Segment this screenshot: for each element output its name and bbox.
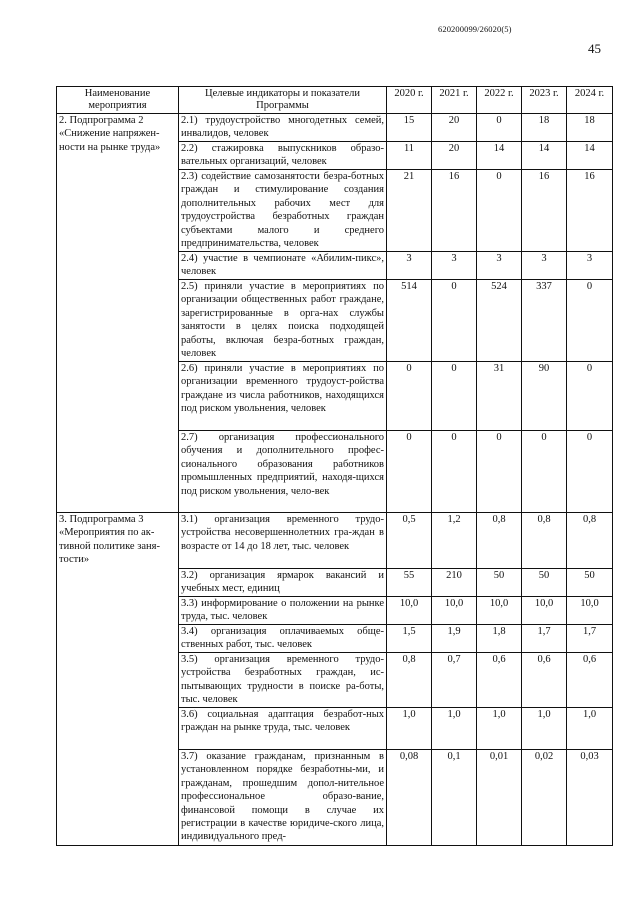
header-indicators: Целевые индикаторы и показатели Программы (179, 87, 387, 114)
value-cell: 1,0 (522, 708, 567, 750)
page-number: 45 (588, 41, 601, 56)
value-cell: 14 (522, 142, 567, 170)
value-cell: 0 (432, 362, 477, 431)
value-cell: 10,0 (432, 597, 477, 625)
value-cell: 0,8 (567, 513, 613, 569)
indicator-cell: 3.4) организация оплачиваемых обще-ственных работ, тыс. человек (179, 625, 387, 653)
value-cell: 50 (477, 569, 522, 597)
value-cell: 18 (522, 114, 567, 142)
value-cell: 11 (387, 142, 432, 170)
value-cell: 0,8 (387, 653, 432, 708)
value-cell: 20 (432, 114, 477, 142)
value-cell: 16 (567, 170, 613, 252)
value-cell: 0 (387, 431, 432, 513)
value-cell: 0 (477, 114, 522, 142)
value-cell: 337 (522, 280, 567, 362)
value-cell: 10,0 (477, 597, 522, 625)
value-cell: 16 (522, 170, 567, 252)
group-name: 3. Подпрограмма 3 «Мероприятия по ак-тивной политике заня-тости» (57, 513, 179, 846)
indicator-cell: 3.1) организация временного трудо-устройства несовершеннолетних гра-ждан в возрасте от 14 до 18 лет, тыс. человек (179, 513, 387, 569)
value-cell: 0 (432, 280, 477, 362)
indicator-cell: 2.5) приняли участие в мероприятиях по организации общественных работ граждане, зарегистрированные в орга-нах службы занятости в целях поиска подходящей работы, включая безра-ботных граждан, человек (179, 280, 387, 362)
value-cell: 0 (387, 362, 432, 431)
value-cell: 0 (567, 362, 613, 431)
value-cell: 1,0 (477, 708, 522, 750)
value-cell: 3 (567, 252, 613, 280)
value-cell: 1,8 (477, 625, 522, 653)
value-cell: 3 (432, 252, 477, 280)
value-cell: 1,7 (522, 625, 567, 653)
value-cell: 0,08 (387, 750, 432, 846)
value-cell: 3 (477, 252, 522, 280)
header-year-2022: 2022 г. (477, 87, 522, 114)
indicator-cell: 3.6) социальная адаптация безработ-ных граждан на рынке труда, тыс. человек (179, 708, 387, 750)
value-cell: 16 (432, 170, 477, 252)
value-cell: 1,2 (432, 513, 477, 569)
value-cell: 3 (387, 252, 432, 280)
value-cell: 0 (432, 431, 477, 513)
value-cell: 90 (522, 362, 567, 431)
value-cell: 0,7 (432, 653, 477, 708)
value-cell: 1,7 (567, 625, 613, 653)
table-row (57, 114, 613, 142)
value-cell: 0,6 (522, 653, 567, 708)
value-cell: 18 (567, 114, 613, 142)
value-cell: 0 (522, 431, 567, 513)
value-cell: 1,0 (387, 708, 432, 750)
value-cell: 0,6 (477, 653, 522, 708)
header-year-2024: 2024 г. (567, 87, 613, 114)
document-code: 620200099/26020(5) (438, 24, 512, 34)
value-cell: 50 (522, 569, 567, 597)
value-cell: 0,5 (387, 513, 432, 569)
value-cell: 50 (567, 569, 613, 597)
table-header-row (57, 87, 613, 114)
indicator-cell: 2.4) участие в чемпионате «Абилим-пикс», человек (179, 252, 387, 280)
value-cell: 0,8 (477, 513, 522, 569)
value-cell: 0,02 (522, 750, 567, 846)
value-cell: 1,0 (432, 708, 477, 750)
value-cell: 10,0 (567, 597, 613, 625)
value-cell: 20 (432, 142, 477, 170)
value-cell: 210 (432, 569, 477, 597)
indicator-cell: 3.3) информирование о положении на рынке труда, тыс. человек (179, 597, 387, 625)
indicators-table (56, 86, 613, 846)
value-cell: 0,01 (477, 750, 522, 846)
value-cell: 0,6 (567, 653, 613, 708)
value-cell: 55 (387, 569, 432, 597)
header-year-2020: 2020 г. (387, 87, 432, 114)
group-name: 2. Подпрограмма 2 «Снижение напряжен-ности на рынке труда» (57, 114, 179, 513)
value-cell: 10,0 (522, 597, 567, 625)
value-cell: 31 (477, 362, 522, 431)
value-cell: 21 (387, 170, 432, 252)
value-cell: 3 (522, 252, 567, 280)
indicator-cell: 3.2) организация ярмарок вакансий и учебных мест, единиц (179, 569, 387, 597)
value-cell: 14 (477, 142, 522, 170)
value-cell: 14 (567, 142, 613, 170)
indicator-cell: 2.2) стажировка выпускников образо-вательных организаций, человек (179, 142, 387, 170)
value-cell: 0,03 (567, 750, 613, 846)
indicator-cell: 2.3) содействие самозанятости безра-ботных граждан и стимулирование создания дополнительных рабочих мест для трудоустройства безработных граждан субъектами малого и среднего предпринимательства, человек (179, 170, 387, 252)
value-cell: 0,1 (432, 750, 477, 846)
header-name: Наименование мероприятия (57, 87, 179, 114)
value-cell: 0 (477, 431, 522, 513)
value-cell: 514 (387, 280, 432, 362)
value-cell: 0 (567, 431, 613, 513)
value-cell: 10,0 (387, 597, 432, 625)
indicator-cell: 2.1) трудоустройство многодетных семей, инвалидов, человек (179, 114, 387, 142)
header-year-2021: 2021 г. (432, 87, 477, 114)
value-cell: 0 (567, 280, 613, 362)
value-cell: 15 (387, 114, 432, 142)
header-year-2023: 2023 г. (522, 87, 567, 114)
value-cell: 1,9 (432, 625, 477, 653)
indicator-cell: 3.5) организация временного трудо-устройства безработных граждан, ис-пытывающих трудности в поиске ра-боты, тыс. человек (179, 653, 387, 708)
value-cell: 1,5 (387, 625, 432, 653)
indicator-cell: 3.7) оказание гражданам, признанным в установленном порядке безработны-ми, и гражданам, прошедшим допол-нительное профессиональное образо-вание, финансовой помощи в случае их регистрации в качестве юридиче-ского лица, индивидуального пред- (179, 750, 387, 846)
value-cell: 0 (477, 170, 522, 252)
indicator-cell: 2.7) организация профессионального обучения и дополнительного профес-сионального образования работников промышленных предприятий, находя-щихся под риском увольнения, чело-век (179, 431, 387, 513)
value-cell: 1,0 (567, 708, 613, 750)
indicator-cell: 2.6) приняли участие в мероприятиях по организации временного трудоуст-ройства граждане из числа работников, находящихся под риском увольнения, человек (179, 362, 387, 431)
value-cell: 0,8 (522, 513, 567, 569)
table-row (57, 513, 613, 569)
value-cell: 524 (477, 280, 522, 362)
